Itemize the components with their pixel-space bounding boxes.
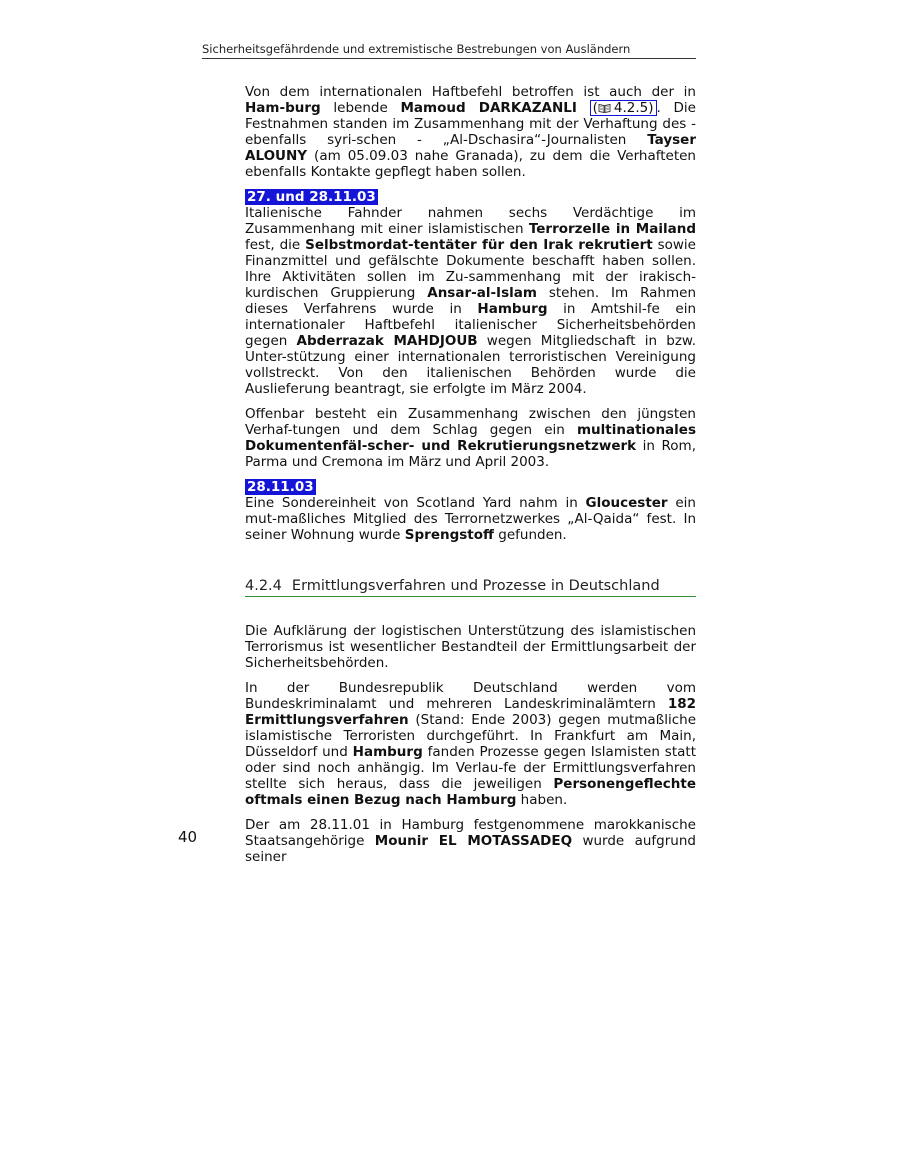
dated-entry-gloucester [245,479,696,543]
paragraph-network [245,406,696,470]
text: wegen Mitgliedschaft in bzw. Unter-stützung einer internationalen terroristischen Vereinigung vollstreckt. Von den italienischen Behörden wurde die Auslieferung beantragt, sie erfolgte im März 2004. [245,333,697,397]
text: Eine Sondereinheit von Scotland Yard nahm in [245,495,586,511]
running-header: Sicherheitsgefährdende und extremistische Bestrebungen von Ausländern [202,40,696,59]
section-heading [245,577,696,597]
bold-text: Ansar-al-Islam [427,285,537,301]
entry-text [245,495,696,543]
text: Offenbar besteht ein Zusammenhang zwischen den jüngsten Verhaf-tungen und dem Schlag gegen ein [245,406,696,438]
paragraph-darkazanli [245,84,696,180]
bold-text: multinationales Dokumentenfäl-scher- und Rekrutierungsnetzwerk [245,422,696,454]
date-highlight: 27. und 28.11.03 [247,189,376,205]
text: Italienische Fahnder nahmen sechs Verdächtige im Zusammenhang mit einer islamistischen [245,205,696,237]
entry-text [245,205,696,397]
bold-text: Gloucester [585,495,668,511]
text: (am 05.09.03 nahe Granada), zu dem die Verhafteten ebenfalls Kontakte gepflegt haben sollen. [245,148,696,180]
text: fanden Prozesse gegen Islamisten statt oder sind noch anhängig. Im Verlau-fe der Ermittlungsverfahren stellte sich heraus, dass die jeweiligen [245,744,696,792]
section-number: 4.2.4 [245,578,282,594]
text: stehen. Im Rahmen dieses Verfahrens wurde in [245,285,696,317]
dated-entry-milan [245,189,696,397]
text: Die Aufklärung der logistischen Unterstützung des islamistischen Terrorismus ist wesentlicher Bestandteil der Ermittlungsarbeit der Sicherheitsbehörden. [245,623,696,671]
text: lebende [320,100,401,116]
text: in Rom, Parma und Cremona im März und April 2003. [245,438,696,470]
xref-paren: ( [592,100,598,116]
xref-label: 4.2.5) [613,100,654,116]
text: Von dem internationalen Haftbefehl betroffen ist auch der in [245,84,696,100]
bold-text: Ham-burg [245,100,321,116]
bold-text: Tayser ALOUNY [245,132,696,164]
paragraph-intro [245,623,696,671]
section-title: Ermittlungsverfahren und Prozesse in Deutschland [291,578,660,594]
date-highlight: 28.11.03 [247,479,314,495]
text [577,100,590,116]
bold-text: Terrorzelle in Mailand [528,221,696,237]
bold-text: Abderrazak MAHDJOUB [296,333,478,349]
book-icon [598,103,611,113]
bold-text: Mamoud DARKAZANLI [400,100,577,116]
text: Der am 28.11.01 in Hamburg festgenommene marokkanische Staatsangehörige [245,817,696,849]
bold-text: Hamburg [477,301,548,317]
cross-reference-link[interactable] [590,100,657,116]
page-number: 40 [178,828,198,846]
bold-text: Personengeflechte oftmals einen Bezug nach Hamburg [245,776,696,808]
text: haben. [516,792,568,808]
text: . Die Festnahmen standen im Zusammenhang mit der Verhaftung des - ebenfalls syri-schen - „Al-Dschasira“-Journalisten [245,100,696,148]
paragraph-investigations [245,680,696,808]
text: in Amtshil-fe ein internationaler Haftbefehl italienischer Sicherheitsbehörden gegen [245,301,697,349]
bold-text: Sprengstoff [404,527,494,543]
bold-text: 182 Ermittlungsverfahren [245,696,696,728]
text: ein mut-maßliches Mitglied des Terrornetzwerkes „Al-Qaida“ fest. In seiner Wohnung wurde [245,495,696,543]
text: In der Bundesrepublik Deutschland werden vom Bundeskriminalamt und mehreren Landeskriminalämtern [245,680,696,712]
bold-text: Selbstmordat-tentäter für den Irak rekrutiert [305,237,653,253]
paragraph-motassadeq [245,817,696,865]
text: fest, die [245,237,306,253]
bold-text: Hamburg [352,744,423,760]
bold-text: Mounir EL MOTASSADEQ [374,833,573,849]
main-text [245,84,696,874]
text: sowie Finanzmittel und gefälschte Dokumente beschafft haben sollen. Ihre Aktivitäten sollen im Zu-sammenhang mit der irakisch-kurdischen Gruppierung [245,237,696,301]
text: gefunden. [493,527,567,543]
text: wurde aufgrund seiner [245,833,696,865]
text: (Stand: Ende 2003) gegen mutmaßliche islamistische Terroristen durchgeführt. In Frankfurt am Main, Düsseldorf und [245,712,696,760]
